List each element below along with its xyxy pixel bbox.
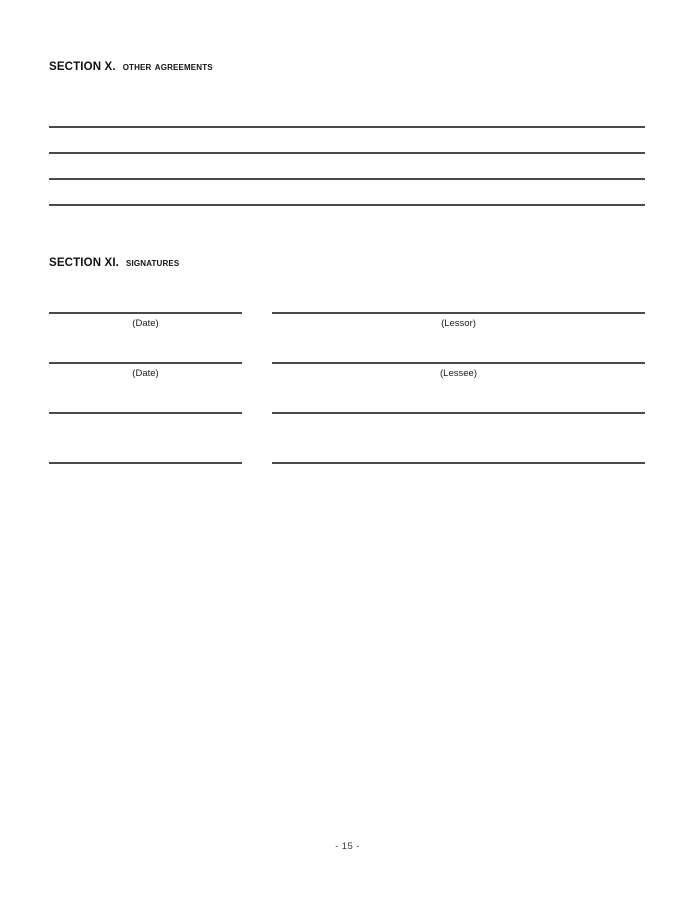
signature-caption: (Date) xyxy=(132,318,159,329)
signature-cell-party xyxy=(272,462,645,512)
section-number-label: SECTION XI. xyxy=(49,257,120,269)
section-title-label: other agreements xyxy=(122,61,213,73)
signature-cell-date xyxy=(49,362,242,412)
other-agreements-writein-area xyxy=(49,126,645,206)
signature-row xyxy=(49,412,645,462)
writein-line[interactable] xyxy=(49,204,645,206)
signature-caption: (Lessor) xyxy=(441,318,476,329)
signature-cell-party xyxy=(272,312,645,362)
signature-cell-party xyxy=(272,362,645,412)
section-heading-signatures xyxy=(49,257,179,269)
writein-line[interactable] xyxy=(49,152,645,154)
section-number-label: SECTION X. xyxy=(49,61,116,73)
page-number: - 15 - xyxy=(335,841,360,852)
signature-caption xyxy=(49,414,242,429)
signature-caption xyxy=(49,464,242,479)
signature-cell-party xyxy=(272,412,645,462)
signature-caption xyxy=(272,414,645,429)
signature-cell-date xyxy=(49,412,242,462)
signature-row xyxy=(49,362,645,412)
signature-cell-date xyxy=(49,462,242,512)
signature-cell-date xyxy=(49,312,242,362)
signature-grid xyxy=(49,312,645,512)
section-heading-other-agreements xyxy=(49,61,213,73)
signature-caption xyxy=(272,464,645,479)
signature-row xyxy=(49,462,645,512)
writein-line[interactable] xyxy=(49,126,645,128)
section-title-label: signatures xyxy=(126,257,180,269)
writein-line[interactable] xyxy=(49,178,645,180)
signature-row xyxy=(49,312,645,362)
signature-caption: (Lessee) xyxy=(440,368,477,379)
signature-caption: (Date) xyxy=(132,368,159,379)
